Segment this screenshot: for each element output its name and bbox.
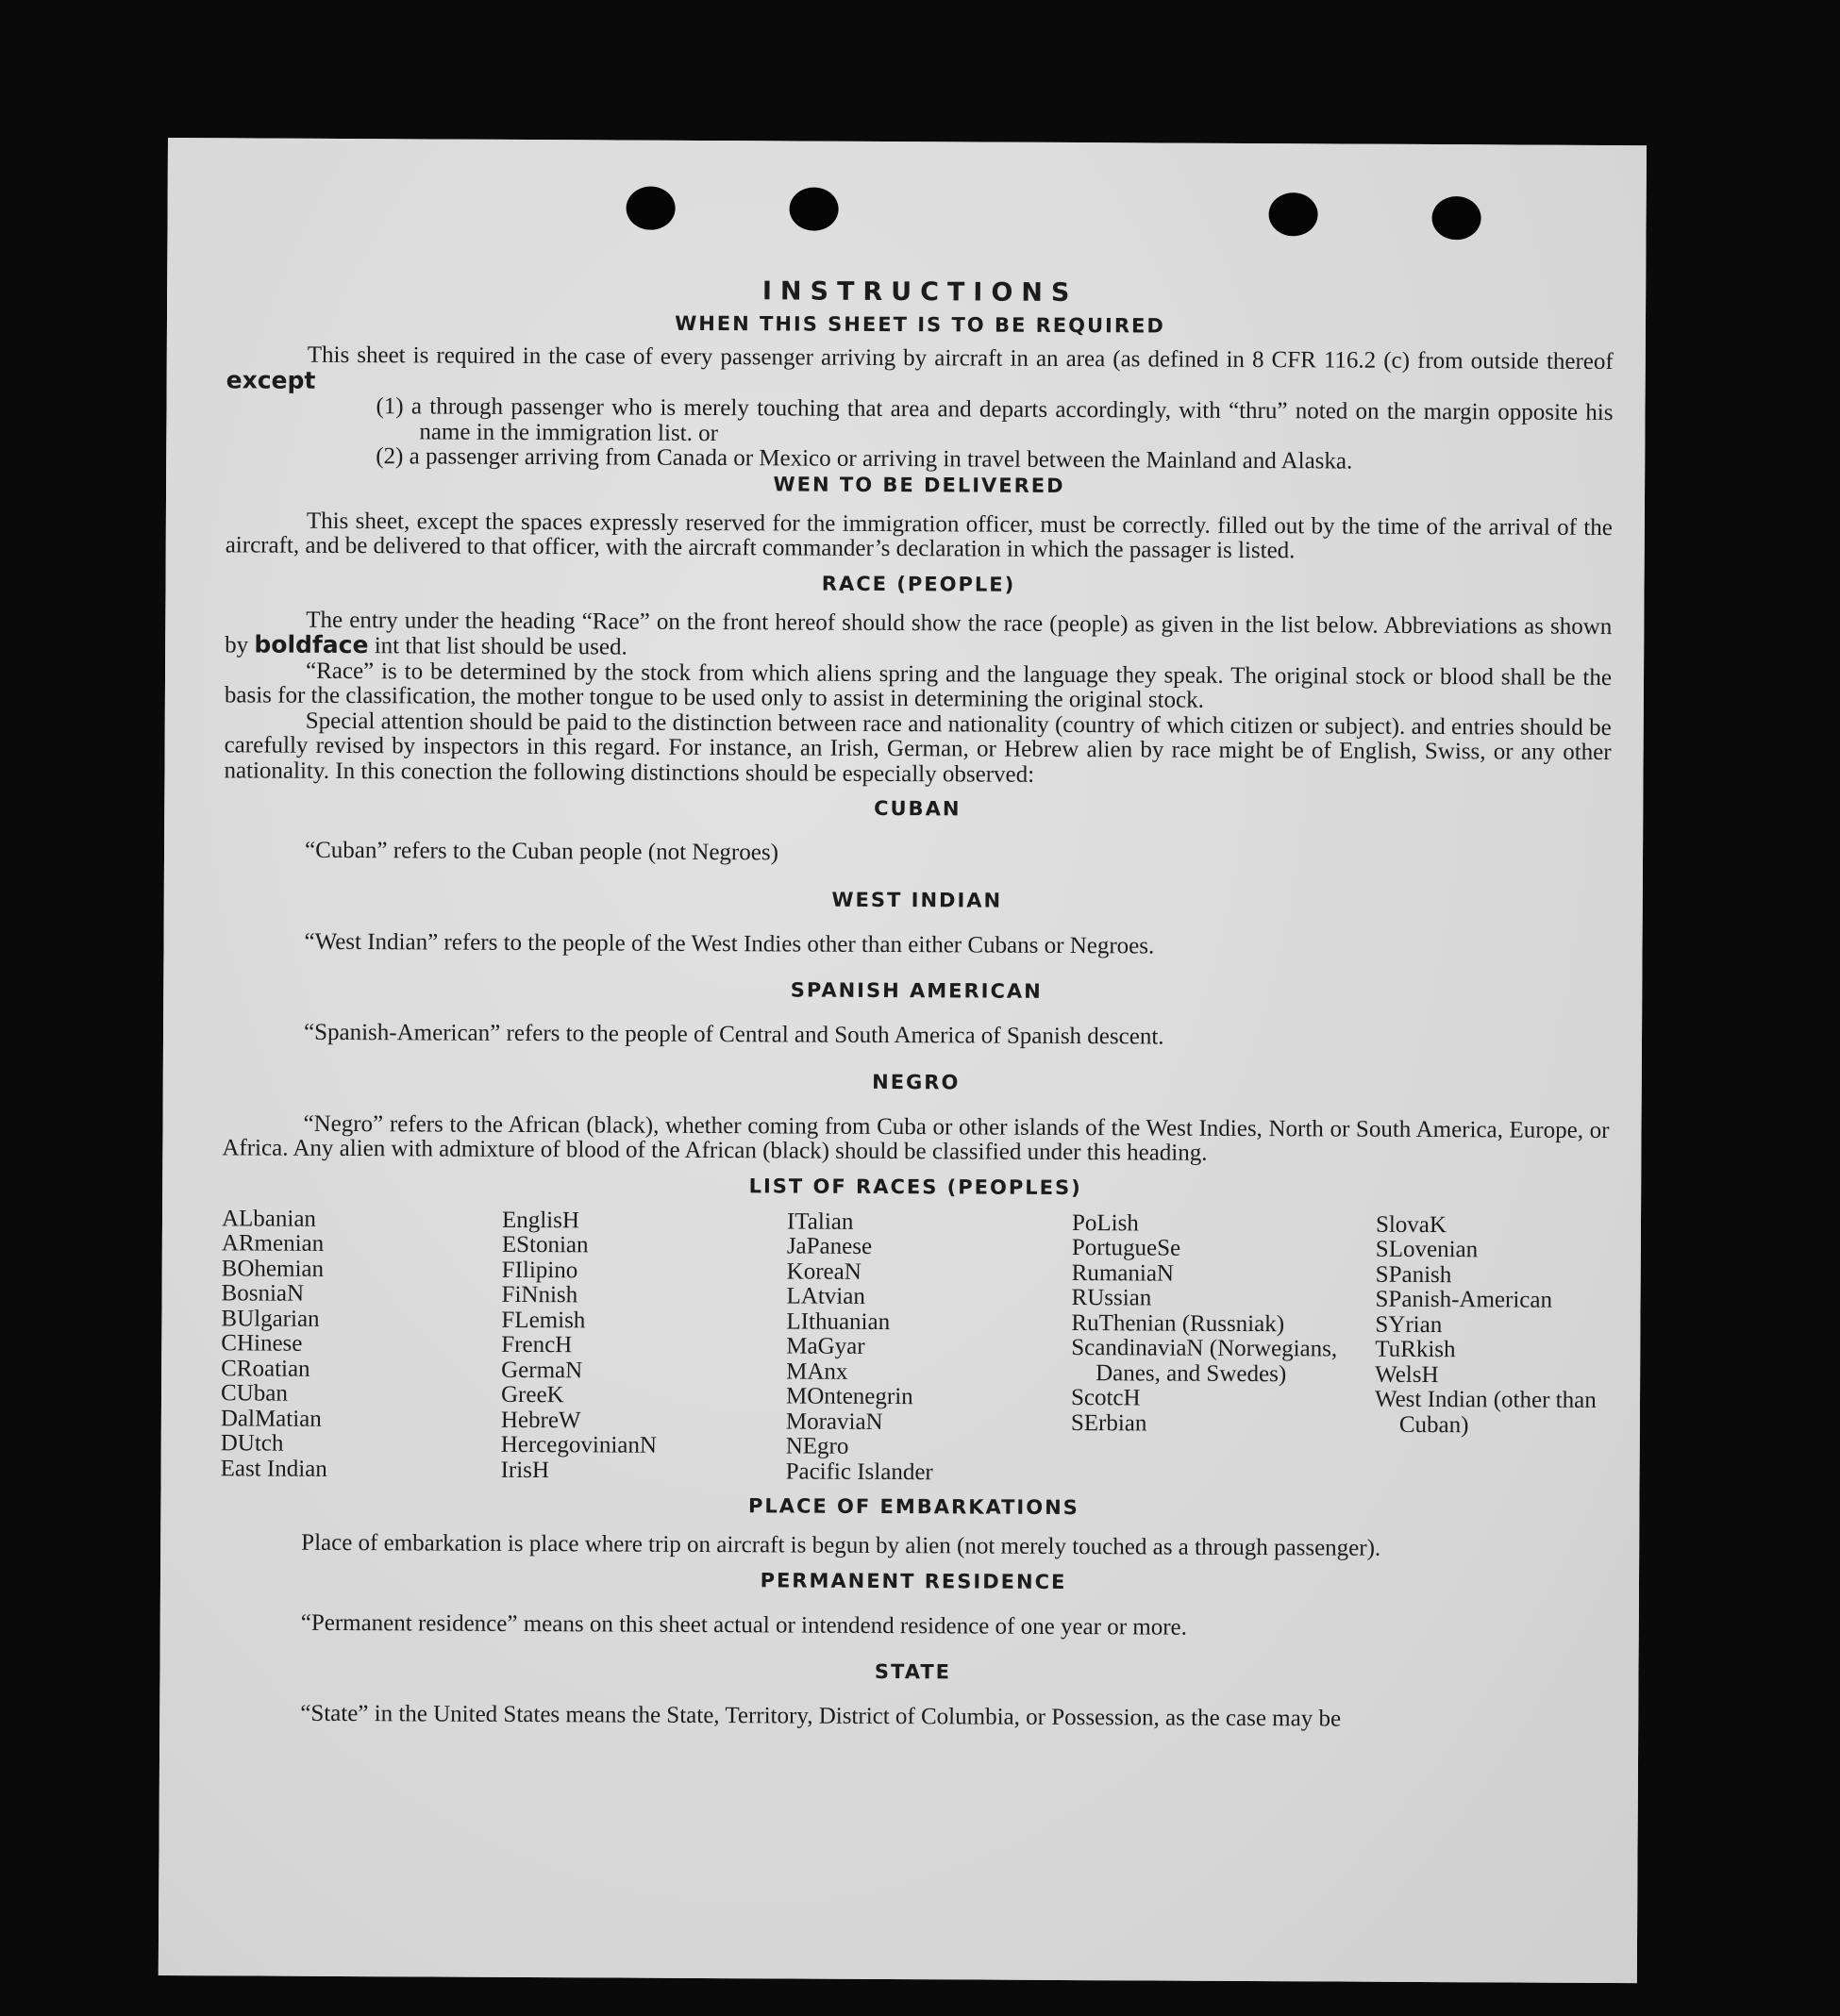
heading-when-delivered: WEN TO BE DELIVERED	[773, 472, 1065, 497]
race-item: PortugueSe	[1071, 1235, 1181, 1261]
race-item: CRoatian	[221, 1355, 310, 1382]
heading-west-indian: WEST INDIAN	[831, 888, 1003, 912]
when-required-intro	[226, 342, 1614, 401]
heading-list-of-races: LIST OF RACES (PEOPLES)	[748, 1174, 1082, 1199]
race-item: HercegovinianN	[500, 1431, 658, 1458]
race-item: CUban	[220, 1380, 288, 1407]
punch-hole	[1431, 196, 1480, 240]
race-item: BUlgarian	[221, 1305, 320, 1332]
heading-permanent-residence: PERMANENT RESIDENCE	[760, 1568, 1067, 1593]
race-item: Pacific Islander	[785, 1458, 933, 1485]
races-list	[221, 1207, 1610, 1489]
race-item: ARmenian	[221, 1230, 325, 1257]
race-item: PoLish	[1071, 1209, 1139, 1236]
races-column-3	[786, 1209, 1073, 1486]
race-p1-text: The entry under the heading “Race” on the front hereof should show the race (people) as given in the list below. Abbreviations as shown by	[225, 607, 1613, 658]
race-item: ScandinaviaN (Norwegians, Danes, and Swedes)	[1071, 1335, 1338, 1387]
race-item: MOntenegrin	[785, 1383, 913, 1410]
document-sheet	[159, 138, 1647, 1983]
heading-negro: NEGRO	[872, 1070, 961, 1093]
race-item: FLemish	[501, 1307, 586, 1333]
race-item: SYrian	[1375, 1311, 1443, 1338]
when-delivered-text: This sheet, except the spaces expressly reserved for the immigration officer, must be correctly. filled out by the time of the arrival of the aircraft, and be delivered to that officer, with the aircraft commander’s declaration in which the passager is listed.	[225, 508, 1613, 564]
race-paragraph-2: “Race” is to be determined by the stock from which aliens spring and the language they speak. The original stock or blood shall be the basis for the classification, the mother tongue to be used only to assist in determining the original stock.	[224, 658, 1613, 713]
race-item: RumaniaN	[1071, 1259, 1175, 1287]
race-item: EStonian	[501, 1231, 589, 1258]
embarkation-text: Place of embarkation is place where trip on aircraft is begun by alien (not merely touched as a through passenger).	[301, 1529, 1381, 1561]
heading-cuban: CUBAN	[874, 796, 962, 821]
race-item: West Indian (other than Cuban)	[1374, 1386, 1597, 1438]
heading-when-required: WHEN THIS SHEET IS TO BE REQUIRED	[675, 311, 1165, 338]
spanish-american-text: “Spanish-American” refers to the people of Central and South America of Spanish descent.	[303, 1019, 1164, 1050]
race-item: SLovenian	[1375, 1236, 1479, 1263]
race-item: FIlipino	[501, 1257, 578, 1283]
cuban-text: “Cuban” refers to the Cuban people (not Negroes)	[304, 837, 779, 866]
punch-hole	[1268, 192, 1317, 236]
race-item: East Indian	[220, 1455, 327, 1482]
race-item: WelsH	[1375, 1361, 1439, 1388]
race-item: SErbian	[1070, 1409, 1147, 1436]
negro-text: “Negro” refers to the African (black), whether coming from Cuba or other islands of the West Indies, North or South America, Europe, or Africa. Any alien with admixture of blood of the African (black) should be classified under this heading.	[222, 1110, 1610, 1166]
race-item: BOhemian	[221, 1255, 325, 1282]
race-item: RUssian	[1071, 1285, 1152, 1311]
permanent-residence-text: “Permanent residence” means on this sheet actual or intendend residence of one year or more.	[300, 1609, 1188, 1641]
race-item: MaGyar	[786, 1333, 865, 1359]
race-item: KoreaN	[786, 1258, 861, 1285]
exception-item-1: (1) a through passenger who is merely touching that area and departs accordingly, with “thru” noted on the margin opposite his name in the immigration list. or	[376, 393, 1614, 446]
race-item: NEgro	[785, 1433, 849, 1459]
race-item: SPanish	[1375, 1261, 1452, 1288]
heading-race: RACE (PEOPLE)	[821, 572, 1016, 596]
race-item: HebreW	[500, 1407, 581, 1433]
race-item: LIthuanian	[786, 1308, 891, 1335]
races-column-2	[501, 1208, 788, 1484]
race-item: DalMatian	[220, 1405, 322, 1432]
exception-item-2: (2) a passenger arriving from Canada or Mexico or arriving in travel between the Mainland and Alaska.	[376, 443, 1353, 475]
race-item: MoraviaN	[785, 1408, 883, 1435]
boldface-word: boldface	[254, 630, 369, 659]
race-item: LAtvian	[786, 1283, 865, 1309]
races-column-4	[1071, 1211, 1377, 1488]
intro-text: This sheet is required in the case of every passenger arriving by aircraft in an area (as defined in 8 CFR 116.2 (c) from outside thereof	[307, 342, 1614, 375]
race-item: GermaN	[501, 1357, 583, 1383]
race-item: GreeK	[500, 1381, 564, 1408]
race-item: SlovaK	[1375, 1211, 1447, 1238]
races-column-1	[221, 1207, 503, 1483]
race-paragraph-3: Special attention should be paid to the distinction between race and nationality (country of which citizen or subject). and entries should be carefully revised by inspectors in this regard. For instance, an Irish, German, or Hebrew alien by race might be of English, Swiss, or any other nationality. In this conection the following distinctions should be especially observed:	[224, 708, 1612, 788]
race-item: DUtch	[220, 1430, 284, 1457]
race-item: ScotcH	[1070, 1385, 1141, 1411]
race-item: TuRkish	[1375, 1336, 1456, 1363]
race-item: ITalian	[786, 1208, 854, 1235]
document-body	[219, 276, 1614, 1733]
race-item: CHinese	[221, 1330, 303, 1357]
punch-hole	[626, 187, 675, 230]
race-item: FrencH	[501, 1331, 573, 1358]
punch-hole	[789, 187, 838, 230]
race-item: ALbanian	[221, 1205, 317, 1232]
race-item: JaPanese	[786, 1233, 873, 1259]
heading-spanish-american: SPANISH AMERICAN	[790, 978, 1043, 1003]
race-item: EnglisH	[501, 1207, 580, 1233]
race-item: MAnx	[786, 1358, 848, 1385]
race-p1-tail: int that list should be used.	[374, 633, 627, 660]
heading-state: STATE	[874, 1659, 952, 1684]
except-word: except	[226, 365, 316, 394]
page-title: INSTRUCTIONS	[761, 276, 1079, 308]
heading-embarkation: PLACE OF EMBARKATIONS	[747, 1494, 1079, 1520]
race-paragraph-1	[225, 608, 1612, 666]
race-item: BosniaN	[221, 1280, 305, 1307]
state-text: “State” in the United States means the State, Territory, District of Columbia, or Possession, as the case may be	[300, 1700, 1342, 1732]
race-item: RuThenian (Russniak)	[1071, 1309, 1285, 1337]
race-item: IrisH	[500, 1457, 550, 1483]
west-indian-text: “West Indian” refers to the people of the West Indies other than either Cubans or Negroes.	[304, 928, 1155, 958]
race-item: FiNnish	[501, 1281, 578, 1308]
race-item: SPanish-American	[1375, 1286, 1553, 1313]
races-column-5	[1375, 1212, 1610, 1489]
